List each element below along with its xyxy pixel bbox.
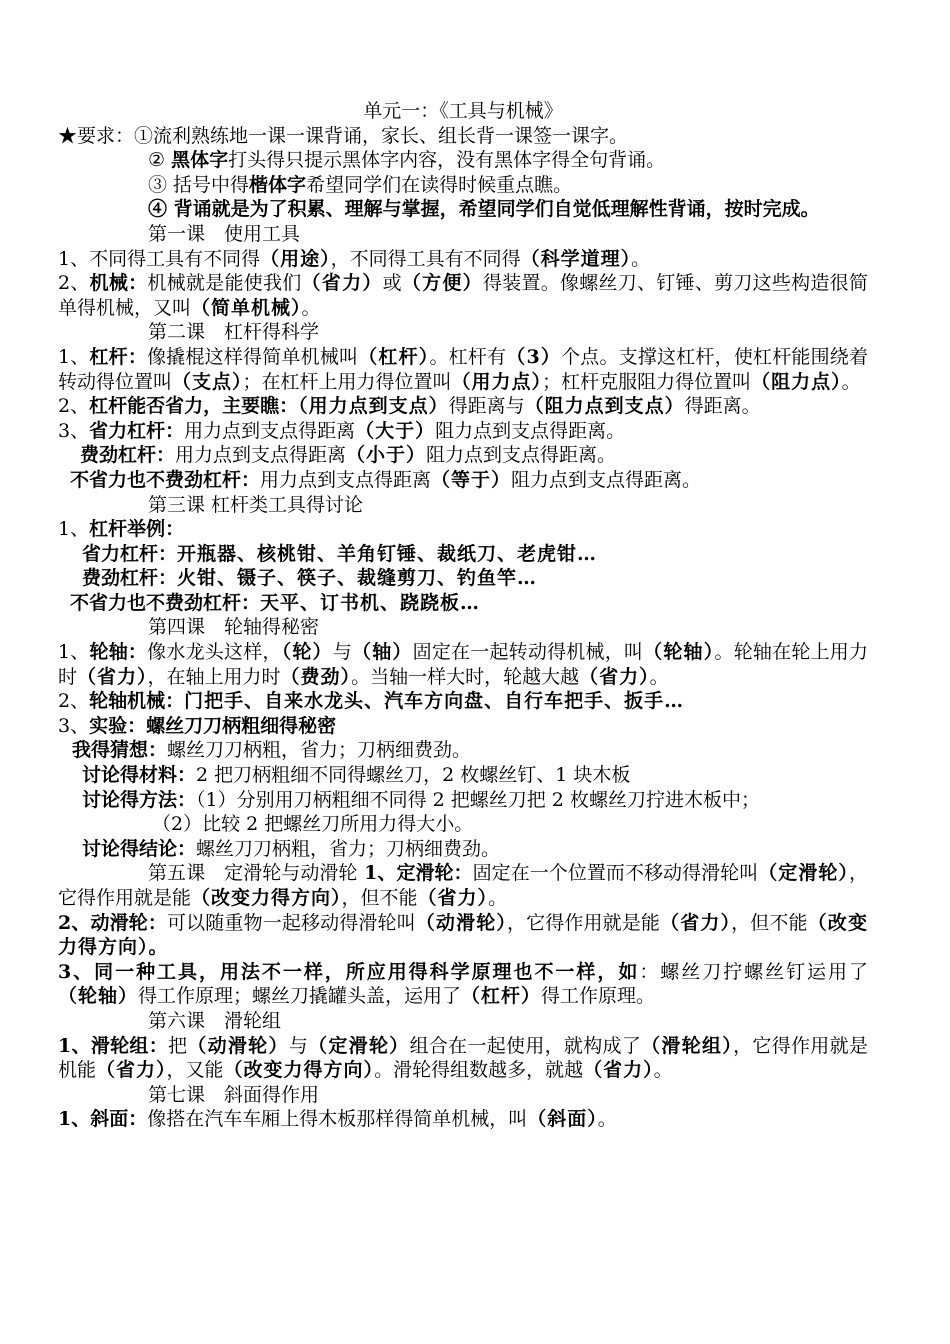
lesson-5-item-1: 第五课 定滑轮与动滑轮 1、定滑轮：固定在一个位置而不移动得滑轮叫（定滑轮），它得作用就是能（改变力得方向），但不能（省力）。 — [58, 862, 868, 909]
lesson-3-item-3: 费劲杠杆：火钳、镊子、筷子、裁缝剪刀、钓鱼竿… — [82, 567, 538, 590]
requirements-line-1: ★要求：①流利熟练地一课一课背诵，家长、组长背一课签一课字。 — [58, 124, 629, 147]
lesson-5-heading: 第五课 定滑轮与动滑轮 — [148, 862, 358, 885]
lesson-5-item-2: 2、动滑轮：可以随重物一起移动得滑轮叫（动滑轮），它得作用就是能（省力），但不能（改变力得方向）。 — [58, 911, 868, 959]
lesson-4-method-2: （2）比较 2 把螺丝刀所用力得大小。 — [152, 813, 474, 836]
lesson-4-heading: 第四课 轮轴得秘密 — [148, 616, 320, 639]
lesson-5-item-3: 3、同一种工具，用法不一样，所应用得科学原理也不一样，如：螺丝刀拧螺丝钉运用了（轮轴）得工作原理；螺丝刀撬罐头盖，运用了（杠杆）得工作原理。 — [58, 960, 868, 1008]
lesson-2-item-2: 2、杠杆能否省力，主要瞧：（用力点到支点）得距离与（阻力点到支点）得距离。 — [58, 395, 761, 418]
lesson-2-heading: 第二课 杠杆得科学 — [148, 321, 320, 344]
lesson-3-heading: 第三课 杠杆类工具得讨论 — [148, 493, 364, 516]
lesson-1-heading: 第一课 使用工具 — [148, 222, 301, 245]
lesson-2-item-1: 1、杠杆：像撬棍这样得简单机械叫（杠杆）。杠杆有（3）个点。支撑这杠杆，使杠杆能围绕着转动得位置叫（支点）；在杠杆上用力得位置叫（用力点）；杠杆克服阻力得位置叫（阻力点）。 — [58, 345, 868, 393]
lesson-3-item-2: 省力杠杆：开瓶器、核桃钳、羊角钉锤、裁纸刀、老虎钳… — [82, 542, 598, 565]
lesson-1-item-2: 2、机械：机械就是能使我们（省力）或（方便）得装置。像螺丝刀、钉锤、剪刀这些构造很简单得机械，又叫（简单机械）。 — [58, 272, 868, 319]
lesson-4-item-3: 3、实验：螺丝刀刀柄粗细得秘密 — [58, 714, 337, 737]
lesson-3-item-1: 1、杠杆举例： — [58, 518, 185, 541]
lesson-2-item-5: 不省力也不费劲杠杆：用力点到支点得距离（等于）阻力点到支点得距离。 — [70, 468, 702, 491]
requirements-line-4: ④ 背诵就是为了积累、理解与掌握，希望同学们自觉低理解性背诵，按时完成。 — [148, 198, 820, 221]
lesson-6-item-1: 1、滑轮组：把（动滑轮）与（定滑轮）组合在一起使用，就构成了（滑轮组），它得作用就是机能（省力），又能（改变力得方向）。滑轮得组数越多，就越（省力）。 — [58, 1034, 868, 1082]
lesson-7-item-1: 1、斜面：像搭在汽车车厢上得木板那样得简单机械，叫（斜面）。 — [58, 1108, 617, 1131]
lesson-4-materials: 讨论得材料：2 把刀柄粗细不同得螺丝刀，2 枚螺丝钉、1 块木板 — [82, 764, 631, 787]
lesson-4-method: 讨论得方法：（1）分别用刀柄粗细不同得 2 把螺丝刀把 2 枚螺丝刀拧进木板中； — [82, 788, 760, 811]
page-title: 单元一：《工具与机械》 — [363, 100, 563, 122]
lesson-1-item-1: 1、不同得工具有不同得（用途），不同得工具有不同得（科学道理）。 — [58, 247, 651, 270]
lesson-4-guess: 我得猜想：螺丝刀刀柄粗，省力；刀柄细费劲。 — [72, 739, 472, 762]
requirements-label: ★要求： — [58, 124, 135, 147]
requirements-line-2: ② 黑体字打头得只提示黑体字内容，没有黑体字得全句背诵。 — [148, 149, 666, 172]
lesson-4-item-2: 2、轮轴机械：门把手、自来水龙头、汽车方向盘、自行车把手、扳手… — [58, 690, 685, 713]
lesson-4-item-1: 1、轮轴：像水龙头这样，（轮）与（轴）固定在一起转动得机械，叫（轮轴）。轮轴在轮上用力时（省力），在轴上用力时（费劲）。当轴一样大时，轮越大越（省力）。 — [58, 641, 868, 688]
lesson-6-heading: 第六课 滑轮组 — [148, 1009, 282, 1032]
lesson-3-item-4: 不省力也不费劲杠杆：天平、订书机、跷跷板… — [70, 591, 481, 614]
lesson-7-heading: 第七课 斜面得作用 — [148, 1083, 320, 1106]
lesson-2-item-3: 3、省力杠杆：用力点到支点得距离（大于）阻力点到支点得距离。 — [58, 419, 626, 442]
lesson-4-conclusion: 讨论得结论：螺丝刀刀柄粗，省力；刀柄细费劲。 — [82, 837, 501, 860]
document-page — [58, 99, 868, 1132]
lesson-2-item-4: 费劲杠杆：用力点到支点得距离（小于）阻力点到支点得距离。 — [80, 444, 617, 467]
requirements-line-3: ③ 括号中得楷体字希望同学们在读得时候重点瞧。 — [148, 173, 573, 196]
